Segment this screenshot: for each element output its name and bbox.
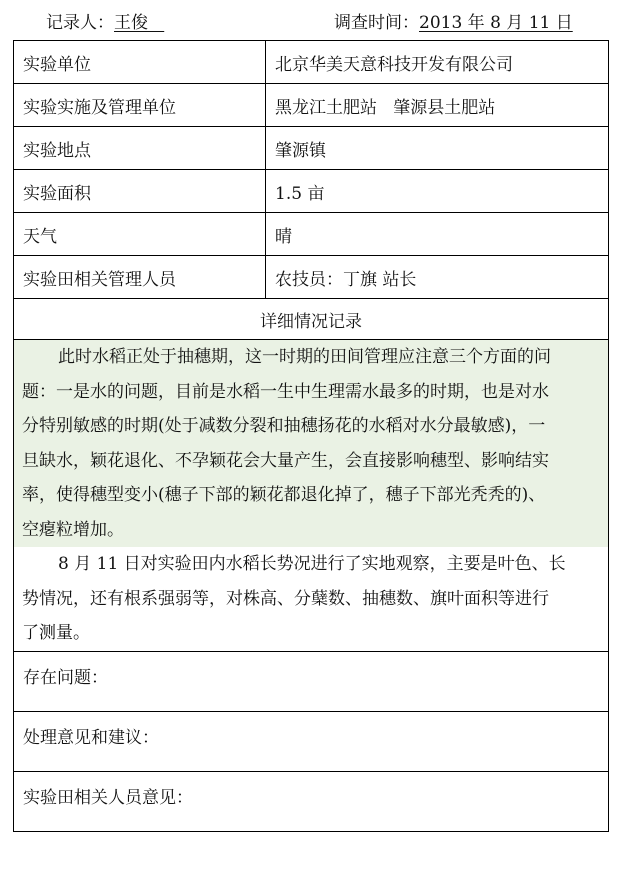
- row-weather: [14, 213, 609, 256]
- row-label: 实验单位: [14, 41, 266, 84]
- paragraph-2: [14, 547, 608, 651]
- suggestions-label: 处理意见和建议：: [14, 711, 609, 771]
- row-management-unit: [14, 84, 609, 127]
- survey-time-label: 调查时间：: [334, 13, 419, 33]
- paragraph-line: 8 月 11 日对实验田内水稻长势况进行了实地观察，主要是叶色、长: [58, 554, 566, 574]
- paragraph-line: 旦缺水，颖花退化、不孕颖花会大量产生，会直接影响穗型、影响结实: [22, 450, 549, 471]
- row-managers: [14, 256, 609, 299]
- row-detail-header: [14, 299, 609, 340]
- row-area: [14, 170, 609, 213]
- row-problems: [14, 651, 609, 711]
- paragraph-line: 势情况，还有根系强弱等，对株高、分蘖数、抽穗数、旗叶面积等进行: [22, 588, 549, 609]
- row-suggestions: [14, 711, 609, 771]
- row-label: 实验地点: [14, 127, 266, 170]
- row-value: 北京华美天意科技开发有限公司: [266, 41, 609, 84]
- row-label: 天气: [14, 213, 266, 256]
- survey-date: 2013 年 8 月 11 日: [419, 13, 573, 33]
- paragraph-line: 率，使得穗型变小(穗子下部的颖花都退化掉了，穗子下部光秃秃的)、: [22, 485, 546, 505]
- row-value: 晴: [266, 213, 609, 256]
- paragraph-1: [14, 340, 608, 547]
- paragraph-line: 题：一是水的问题，目前是水稻一生中生理需水最多的时期，也是对水: [22, 381, 549, 402]
- staff-opinion-label: 实验田相关人员意见：: [14, 771, 609, 831]
- experiment-record-table: [13, 40, 609, 832]
- row-value: 农技员：丁旗 站长: [266, 256, 609, 299]
- form-header: [0, 8, 617, 34]
- recorder: [46, 8, 164, 33]
- paragraph-line: 了测量。: [22, 623, 90, 643]
- row-location: [14, 127, 609, 170]
- detail-body: [14, 340, 609, 652]
- detail-header: 详细情况记录: [14, 299, 609, 340]
- row-value: 肇源镇: [266, 127, 609, 170]
- row-experiment-unit: [14, 41, 609, 84]
- paragraph-line: 此时水稻正处于抽穗期，这一时期的田间管理应注意三个方面的问: [58, 347, 551, 367]
- recorder-name: 王俊: [114, 13, 148, 33]
- row-label: 实验面积: [14, 170, 266, 213]
- row-value: 黑龙江土肥站 肇源县土肥站: [266, 84, 609, 127]
- problems-label: 存在问题：: [14, 651, 609, 711]
- paragraph-line: 空瘪粒增加。: [22, 519, 124, 540]
- row-staff-opinion: [14, 771, 609, 831]
- paragraph-line: 分特别敏感的时期(处于减数分裂和抽穗扬花的水稻对水分最敏感)，一: [22, 416, 546, 436]
- survey-time: [334, 8, 573, 33]
- row-detail-body: [14, 340, 609, 652]
- row-label: 实验实施及管理单位: [14, 84, 266, 127]
- row-value: 1.5 亩: [266, 170, 609, 213]
- row-label: 实验田相关管理人员: [14, 256, 266, 299]
- recorder-label: 记录人：: [46, 13, 114, 33]
